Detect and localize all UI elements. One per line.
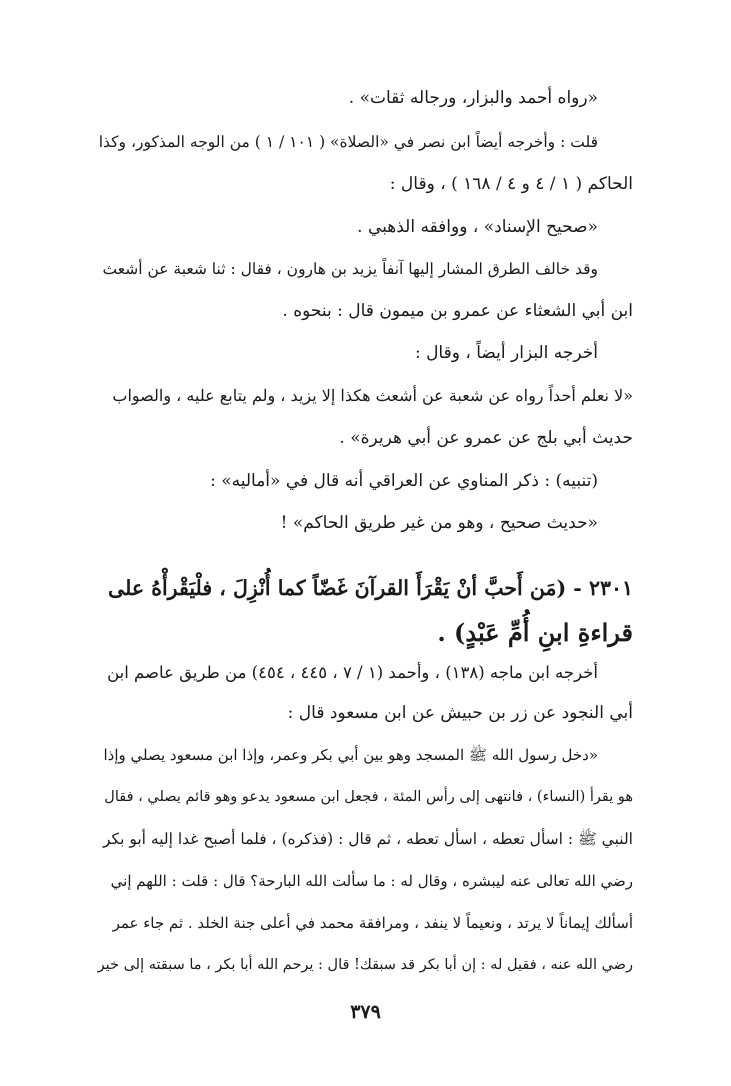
text-line: هو يقرأ (النساء) ، فانتهى إلى رأس المئة ، فجعل ابن مسعود يدعو وهو قائم يصلي ، فقال xyxy=(104,789,633,805)
text-line: «حديث صحيح ، وهو من غير طريق الحاكم» ! xyxy=(280,513,598,533)
text-line: أسألك إيماناً لا يرتد ، ونعيماً لا ينفد ، ومرافقة محمد في أعلى جنة الخلد . ثم جاء عمر xyxy=(112,914,633,932)
hadith-heading-line-1: ٢٣٠١ - (مَن أَحبَّ أنْ يَقْرَأَ القرآنَ غَضّاً كما أُنْزِلَ ، فلْيَقْرأْهُ على xyxy=(107,576,633,600)
text-line: رضي الله عنه ، فقيل له : إن أبا بكر قد سبقك! قال : يرحم الله أبا بكر ، ما سبقته إلى خير xyxy=(97,957,633,973)
hadith-heading-line-2: قراءةِ ابنِ أُمِّ عَبْدٍ) . xyxy=(437,618,633,647)
text-line: «صحيح الإسناد» ، ووافقه الذهبي . xyxy=(357,217,598,237)
text-line: «دخل رسول الله ﷺ المسجد وهو بين أبي بكر وعمر، وإذا ابن مسعود يصلي وإذا xyxy=(103,746,598,764)
text-line: النبي ﷺ : اسأل تعطه ، اسأل تعطه ، ثم قال : (فذكره) ، فلما أصبح غدا إليه أبو بكر xyxy=(103,830,633,848)
text-line: أخرجه ابن ماجه (١٣٨) ، وأحمد (١ / ٧ ، ٤٤٥ ، ٤٥٤) من طريق عاصم ابن xyxy=(107,663,598,682)
text-line: ابن أبي الشعثاء عن عمرو بن ميمون قال : بنحوه . xyxy=(282,301,633,321)
text-line: «لا نعلم أحداً رواه عن شعبة عن أشعث هكذا إلا يزيد ، ولم يتابع عليه ، والصواب xyxy=(112,386,633,405)
text-line: الحاكم ( ١ / ٤ و ٤ / ١٦٨ ) ، وقال : xyxy=(389,174,633,194)
text-line: حديث أبي بلج عن عمرو عن أبي هريرة» . xyxy=(339,428,633,448)
text-line: أخرجه البزار أيضاً ، وقال : xyxy=(414,343,598,363)
text-line: وقد خالف الطرق المشار إليها آنفاً يزيد بن هارون ، فقال : ثنا شعبة عن أشعث xyxy=(102,260,598,278)
page-number: ٣٧٩ xyxy=(350,1001,381,1023)
text-line: «رواه أحمد والبزار، ورجاله ثقات» . xyxy=(348,88,598,108)
text-line: قلت : وأخرجه أيضاً ابن نصر في «الصلاة» ( ١٠١ / ١ ) من الوجه المذكور، وكذا xyxy=(98,133,598,151)
text-line: (تنبيه) : ذكر المناوي عن العراقي أنه قال في «أماليه» : xyxy=(210,471,598,491)
text-line: رضي الله تعالى عنه ليبشره ، وقال له : ما سألت الله البارحة؟ قال : قلت : اللهم إني xyxy=(110,872,633,890)
text-line: أبي النجود عن زر بن حبيش عن ابن مسعود قال : xyxy=(287,703,633,723)
